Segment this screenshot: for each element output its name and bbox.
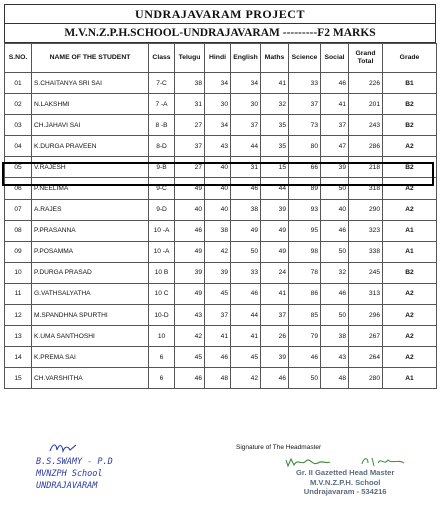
table-row xyxy=(5,94,437,115)
cell-total: 280 xyxy=(349,368,383,389)
table-row xyxy=(5,326,437,347)
cell-telugu: 37 xyxy=(175,136,205,157)
cell-english: 46 xyxy=(231,283,261,304)
cell-cls: 10 xyxy=(149,326,175,347)
cell-science: 80 xyxy=(289,136,321,157)
cell-total: 290 xyxy=(349,199,383,220)
table-row xyxy=(5,136,437,157)
cell-total: 296 xyxy=(349,305,383,326)
cell-sno: 10 xyxy=(5,262,32,283)
col-maths: Maths xyxy=(261,44,289,73)
cell-cls: 9-B xyxy=(149,157,175,178)
cell-cls: 10-D xyxy=(149,305,175,326)
table-row xyxy=(5,199,437,220)
cell-english: 45 xyxy=(231,347,261,368)
cell-sno: 07 xyxy=(5,199,32,220)
cell-sno: 14 xyxy=(5,347,32,368)
cell-name: A.RAJES xyxy=(32,199,149,220)
cell-science: 46 xyxy=(289,347,321,368)
cell-social: 47 xyxy=(321,136,349,157)
cell-english: 33 xyxy=(231,262,261,283)
cell-social: 46 xyxy=(321,283,349,304)
table-row xyxy=(5,368,437,389)
school-stamp xyxy=(296,468,394,497)
cell-social: 32 xyxy=(321,262,349,283)
cell-total: 264 xyxy=(349,347,383,368)
cell-sno: 04 xyxy=(5,136,32,157)
cell-telugu: 40 xyxy=(175,199,205,220)
cell-name: G.VATHSALYATHA xyxy=(32,283,149,304)
cell-grade: A2 xyxy=(383,178,437,199)
cell-sno: 01 xyxy=(5,73,32,94)
cell-name: P.DURGA PRASAD xyxy=(32,262,149,283)
col-social: Social xyxy=(321,44,349,73)
table-row xyxy=(5,347,437,368)
cell-maths: 39 xyxy=(261,347,289,368)
cell-name: CH.JAHAVI SAI xyxy=(32,115,149,136)
cell-cls: 10 B xyxy=(149,262,175,283)
cell-english: 50 xyxy=(231,241,261,262)
cell-name: M.SPANDHNA SPURTHI xyxy=(32,305,149,326)
handwritten-line-2: MVNZPH School xyxy=(36,469,103,479)
cell-english: 46 xyxy=(231,178,261,199)
cell-maths: 46 xyxy=(261,368,289,389)
cell-telugu: 46 xyxy=(175,220,205,241)
cell-telugu: 27 xyxy=(175,115,205,136)
cell-social: 46 xyxy=(321,73,349,94)
cell-hindi: 34 xyxy=(205,115,231,136)
cell-total: 318 xyxy=(349,178,383,199)
cell-maths: 35 xyxy=(261,115,289,136)
cell-grade: A2 xyxy=(383,199,437,220)
stamp-line-2: M.V.N.Z.P.H. School xyxy=(309,477,381,487)
cell-hindi: 45 xyxy=(205,283,231,304)
col-grade: Grade xyxy=(383,44,437,73)
cell-cls: 9-D xyxy=(149,199,175,220)
cell-name: K.PREMA SAI xyxy=(32,347,149,368)
cell-name: S.CHAITANYA SRI SAI xyxy=(32,73,149,94)
cell-cls: 9-C xyxy=(149,178,175,199)
cell-science: 37 xyxy=(289,94,321,115)
col-grand-total: Grand Total xyxy=(349,44,383,73)
cell-hindi: 39 xyxy=(205,262,231,283)
cell-hindi: 38 xyxy=(205,220,231,241)
cell-cls: 7 -A xyxy=(149,94,175,115)
cell-science: 85 xyxy=(289,305,321,326)
cell-grade: B2 xyxy=(383,157,437,178)
cell-cls: 10 -A xyxy=(149,220,175,241)
cell-english: 38 xyxy=(231,199,261,220)
school-title: M.V.N.Z.P.H.SCHOOL-UNDRAJAVARAM ---------F2 MARKS xyxy=(4,23,436,43)
cell-name: CH.VARSHITHA xyxy=(32,368,149,389)
cell-telugu: 42 xyxy=(175,326,205,347)
cell-telugu: 31 xyxy=(175,94,205,115)
col-sno: S.NO. xyxy=(5,44,32,73)
cell-name: N.LAKSHMI xyxy=(32,94,149,115)
marks-sheet xyxy=(4,4,436,389)
cell-total: 201 xyxy=(349,94,383,115)
cell-social: 39 xyxy=(321,157,349,178)
cell-grade: B2 xyxy=(383,94,437,115)
cell-english: 41 xyxy=(231,326,261,347)
cell-telugu: 45 xyxy=(175,347,205,368)
col-class: Class xyxy=(149,44,175,73)
cell-hindi: 30 xyxy=(205,94,231,115)
cell-social: 48 xyxy=(321,368,349,389)
cell-science: 89 xyxy=(289,178,321,199)
cell-hindi: 40 xyxy=(205,157,231,178)
cell-maths: 37 xyxy=(261,305,289,326)
cell-science: 50 xyxy=(289,368,321,389)
cell-telugu: 49 xyxy=(175,241,205,262)
cell-telugu: 49 xyxy=(175,283,205,304)
col-telugu: Telugu xyxy=(175,44,205,73)
handwritten-initial xyxy=(48,442,78,458)
signature-caption: Signature of The Headmaster xyxy=(236,444,322,451)
cell-total: 313 xyxy=(349,283,383,304)
cell-science: 93 xyxy=(289,199,321,220)
cell-hindi: 37 xyxy=(205,305,231,326)
cell-grade: B2 xyxy=(383,115,437,136)
cell-sno: 09 xyxy=(5,241,32,262)
cell-maths: 44 xyxy=(261,178,289,199)
cell-total: 338 xyxy=(349,241,383,262)
cell-sno: 11 xyxy=(5,283,32,304)
cell-telugu: 49 xyxy=(175,178,205,199)
col-english: English xyxy=(231,44,261,73)
table-header-row xyxy=(5,44,437,73)
cell-sno: 13 xyxy=(5,326,32,347)
table-row xyxy=(5,283,437,304)
cell-cls: 10 C xyxy=(149,283,175,304)
cell-sno: 15 xyxy=(5,368,32,389)
cell-sno: 12 xyxy=(5,305,32,326)
cell-name: P.PRASANNA xyxy=(32,220,149,241)
cell-grade: A2 xyxy=(383,347,437,368)
cell-total: 243 xyxy=(349,115,383,136)
cell-science: 86 xyxy=(289,283,321,304)
cell-sno: 08 xyxy=(5,220,32,241)
highlight-box xyxy=(2,162,434,186)
handwritten-line-3: UNDRAJAVARAM xyxy=(36,481,98,491)
cell-social: 43 xyxy=(321,347,349,368)
project-title: UNDRAJAVARAM PROJECT xyxy=(4,4,436,23)
cell-total: 245 xyxy=(349,262,383,283)
col-hindi: Hindi xyxy=(205,44,231,73)
cell-grade: A1 xyxy=(383,368,437,389)
cell-hindi: 46 xyxy=(205,347,231,368)
cell-telugu: 43 xyxy=(175,305,205,326)
cell-english: 42 xyxy=(231,368,261,389)
cell-sno: 03 xyxy=(5,115,32,136)
cell-science: 73 xyxy=(289,115,321,136)
cell-science: 79 xyxy=(289,326,321,347)
cell-name: V.RAJESH xyxy=(32,157,149,178)
cell-hindi: 41 xyxy=(205,326,231,347)
cell-english: 37 xyxy=(231,115,261,136)
table-body xyxy=(5,73,437,389)
cell-english: 30 xyxy=(231,94,261,115)
cell-name: P.POSAMMA xyxy=(32,241,149,262)
cell-cls: 6 xyxy=(149,368,175,389)
cell-english: 44 xyxy=(231,136,261,157)
cell-hindi: 42 xyxy=(205,241,231,262)
cell-social: 50 xyxy=(321,178,349,199)
table-row xyxy=(5,115,437,136)
cell-social: 40 xyxy=(321,199,349,220)
cell-cls: 10 -A xyxy=(149,241,175,262)
cell-name: K.DURGA PRAVEEN xyxy=(32,136,149,157)
cell-social: 46 xyxy=(321,220,349,241)
cell-grade: A2 xyxy=(383,326,437,347)
cell-hindi: 43 xyxy=(205,136,231,157)
cell-social: 50 xyxy=(321,241,349,262)
cell-english: 49 xyxy=(231,220,261,241)
cell-grade: B1 xyxy=(383,73,437,94)
cell-social: 41 xyxy=(321,94,349,115)
marks-table xyxy=(4,43,437,389)
cell-total: 226 xyxy=(349,73,383,94)
cell-english: 34 xyxy=(231,73,261,94)
cell-grade: A1 xyxy=(383,220,437,241)
cell-maths: 15 xyxy=(261,157,289,178)
cell-name: P.NEELIMA xyxy=(32,178,149,199)
cell-maths: 39 xyxy=(261,199,289,220)
cell-grade: B2 xyxy=(383,262,437,283)
cell-hindi: 34 xyxy=(205,73,231,94)
cell-grade: A2 xyxy=(383,305,437,326)
cell-science: 66 xyxy=(289,157,321,178)
cell-cls: 8-D xyxy=(149,136,175,157)
cell-grade: A2 xyxy=(383,136,437,157)
cell-science: 33 xyxy=(289,73,321,94)
cell-social: 38 xyxy=(321,326,349,347)
cell-sno: 02 xyxy=(5,94,32,115)
cell-maths: 41 xyxy=(261,283,289,304)
cell-sno: 06 xyxy=(5,178,32,199)
cell-sno: 05 xyxy=(5,157,32,178)
cell-cls: 7-C xyxy=(149,73,175,94)
cell-english: 31 xyxy=(231,157,261,178)
cell-social: 50 xyxy=(321,305,349,326)
cell-telugu: 38 xyxy=(175,73,205,94)
cell-grade: A1 xyxy=(383,241,437,262)
cell-english: 44 xyxy=(231,305,261,326)
table-row xyxy=(5,241,437,262)
cell-hindi: 40 xyxy=(205,199,231,220)
cell-maths: 35 xyxy=(261,136,289,157)
cell-telugu: 46 xyxy=(175,368,205,389)
cell-telugu: 27 xyxy=(175,157,205,178)
cell-total: 323 xyxy=(349,220,383,241)
cell-science: 78 xyxy=(289,262,321,283)
cell-maths: 24 xyxy=(261,262,289,283)
cell-maths: 32 xyxy=(261,94,289,115)
handwritten-note xyxy=(36,448,113,492)
table-row xyxy=(5,73,437,94)
cell-maths: 26 xyxy=(261,326,289,347)
cell-science: 95 xyxy=(289,220,321,241)
cell-total: 286 xyxy=(349,136,383,157)
cell-social: 37 xyxy=(321,115,349,136)
stamp-line-1: Gr. II Gazetted Head Master xyxy=(296,468,395,477)
cell-science: 98 xyxy=(289,241,321,262)
handwritten-line-1: B.S.SWAMY - P.D xyxy=(36,457,113,467)
cell-hindi: 48 xyxy=(205,368,231,389)
col-science: Science xyxy=(289,44,321,73)
table-row xyxy=(5,262,437,283)
cell-maths: 49 xyxy=(261,241,289,262)
cell-total: 267 xyxy=(349,326,383,347)
stamp-line-3: Undrajavaram - 534216 xyxy=(303,487,387,496)
cell-name: K.UMA SANTHOSHI xyxy=(32,326,149,347)
table-row xyxy=(5,305,437,326)
cell-hindi: 40 xyxy=(205,178,231,199)
cell-maths: 49 xyxy=(261,220,289,241)
cell-cls: 6 xyxy=(149,347,175,368)
table-row xyxy=(5,220,437,241)
cell-cls: 8 -B xyxy=(149,115,175,136)
cell-total: 218 xyxy=(349,157,383,178)
cell-grade: A2 xyxy=(383,283,437,304)
col-name: NAME OF THE STUDENT xyxy=(32,44,149,73)
cell-telugu: 39 xyxy=(175,262,205,283)
cell-maths: 41 xyxy=(261,73,289,94)
